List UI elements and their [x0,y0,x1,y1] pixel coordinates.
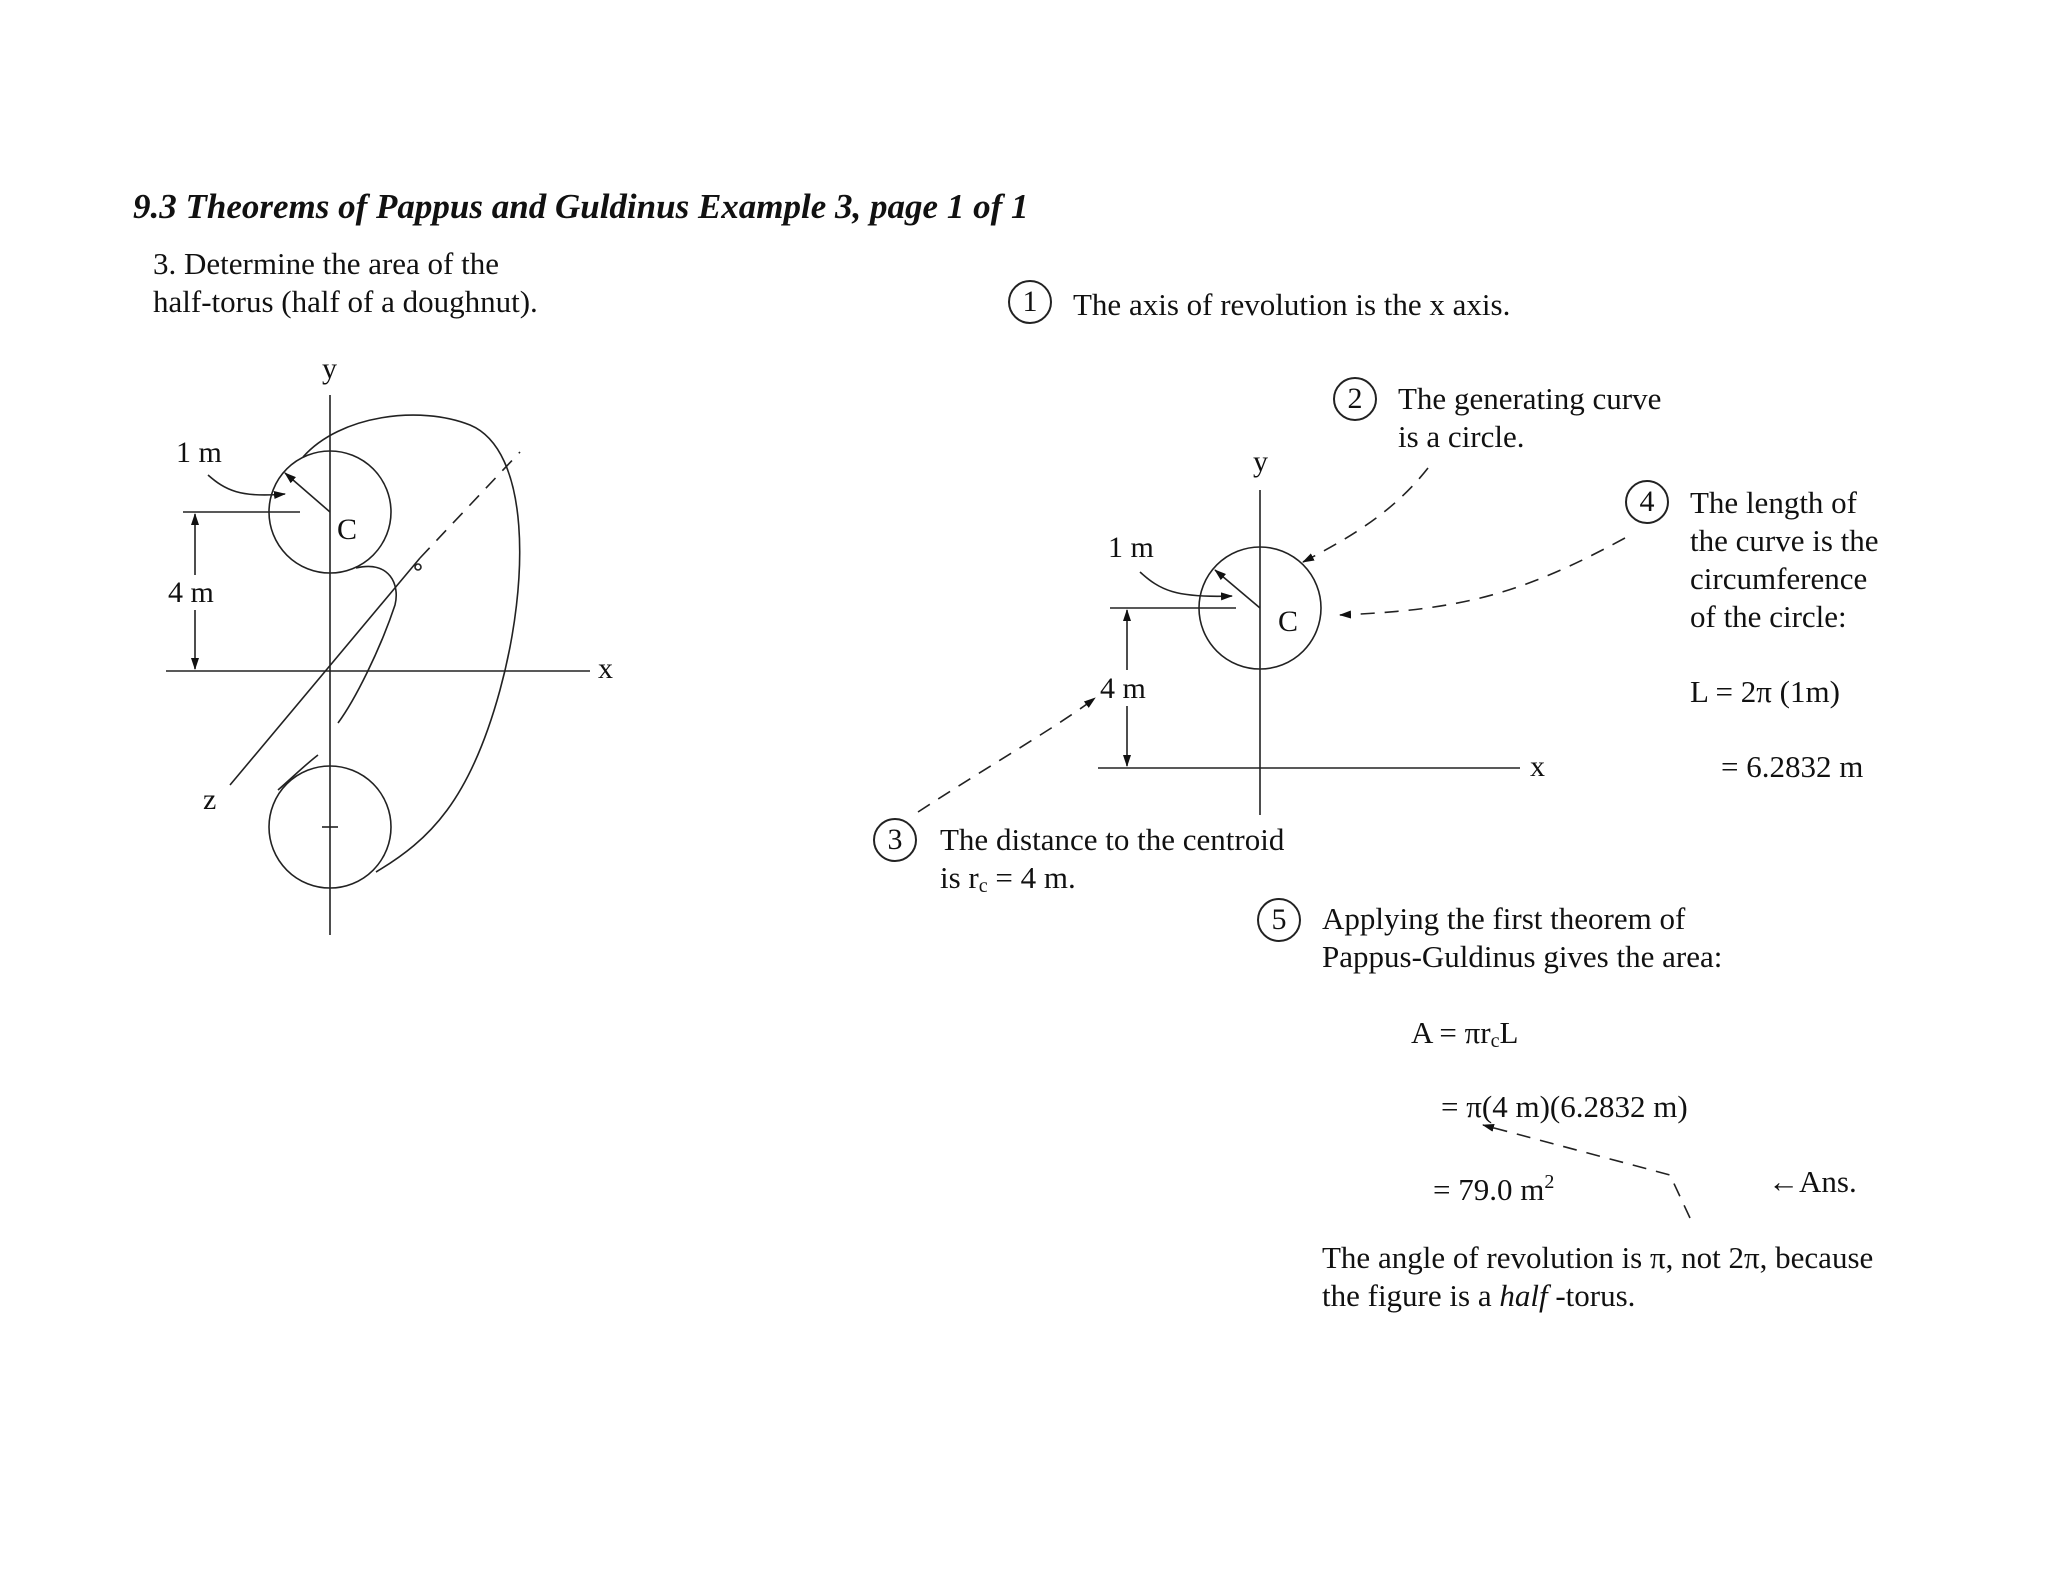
fig1-outer-surface [303,415,520,872]
fig2-y-label: y [1253,445,1268,478]
page-title: 9.3 Theorems of Pappus and Guldinus Example 3, page 1 of 1 [133,187,1029,226]
generating-circle-figure [1098,490,1520,815]
step-4-line-1: The length of [1690,485,1858,520]
leader-step4 [1340,538,1625,615]
step-5-line-1: Applying the first theorem of [1322,901,1686,936]
step-1-text: The axis of revolution is the x axis. [1073,287,1511,322]
step-4-line-3: circumference [1690,561,1868,596]
length-equation-2: = 6.2832 m [1721,749,1864,784]
fig2-x-label: x [1530,750,1545,783]
half-torus-figure [166,395,590,935]
step-4-badge: 4 [1625,480,1669,524]
step-3-badge: 3 [873,818,917,862]
step-4-line-2: the curve is the [1690,523,1879,558]
fig1-small-mark [415,564,421,570]
fig1-radius-label: 1 m [176,436,222,469]
leader-step3 [918,698,1095,812]
step-5-badge: 5 [1257,898,1301,942]
fig2-leader-1m [1140,572,1232,596]
fig1-x-label: x [598,652,613,685]
step-2-line-2: is a circle. [1398,419,1525,454]
area-equation-3: = 79.0 $m^2$ [1433,1171,1555,1207]
area-equation-2: = π(4 m)(6.2832 m) [1441,1089,1688,1124]
fig2-distance-label: 4 m [1100,672,1146,705]
area-equation-1: $A = \pi r_cL$ [1411,1015,1519,1052]
step-2-line-1: The generating curve [1398,381,1662,416]
note-line-2: the figure is a half -torus. [1322,1278,1636,1313]
fig1-z-label: z [203,783,217,816]
fig1-radius-arrow [285,473,330,512]
fig2-radius-label: 1 m [1108,531,1154,564]
fig2-radius-arrow [1215,570,1260,608]
fig1-distance-label: 4 m [168,576,214,609]
length-equation-1: L = 2π (1m) [1690,674,1840,709]
fig1-z-axis-dashed [420,452,520,558]
answer-marker: ←Ans. [1768,1164,1857,1199]
step-1-badge: 1 [1008,280,1052,324]
fig1-inner-lower [278,755,318,790]
leader-step2 [1303,468,1428,562]
fig1-leader-1m [208,475,285,495]
step-3-line-1: The distance to the centroid [940,822,1285,857]
step-4-line-4: of the circle: [1690,599,1847,634]
fig1-y-label: y [322,352,337,385]
fig2-centroid-label: C [1278,605,1299,638]
step-3-line-2: is $r_c = 4$ m. [940,860,1076,897]
fig1-centroid-label: C [337,513,358,546]
problem-line-1: 3. Determine the area of the [153,246,499,281]
problem-line-2: half-torus (half of a doughnut). [153,284,538,319]
note-line-1: The angle of revolution is π, not 2π, because [1322,1240,1874,1275]
step-2-badge: 2 [1333,377,1377,421]
step-5-line-2: Pappus-Guldinus gives the area: [1322,939,1723,974]
